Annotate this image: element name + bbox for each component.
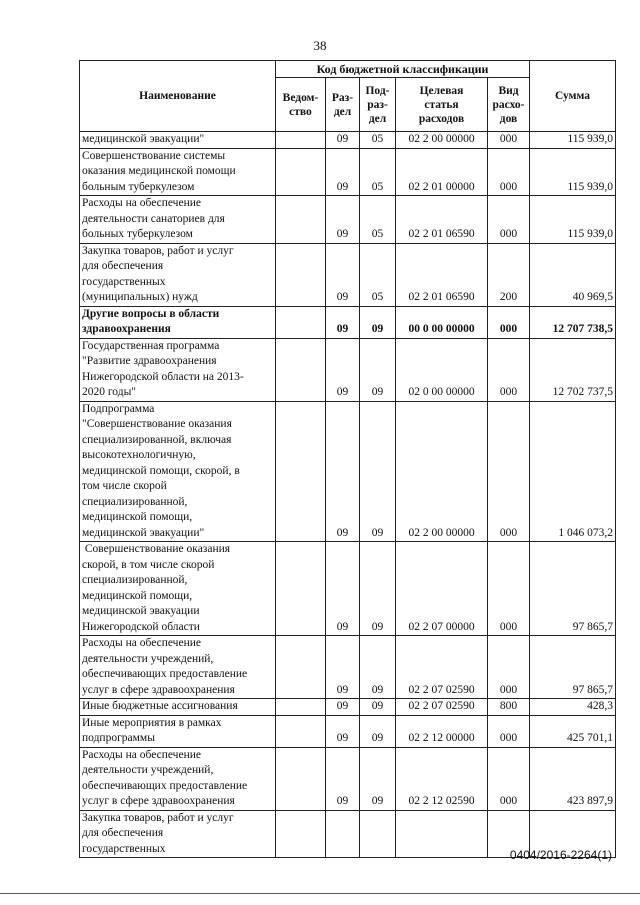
row-dept [276,715,326,747]
row-dept [276,747,326,810]
row-sum: 425 701,1 [530,715,616,747]
row-kind: 000 [488,306,530,338]
row-subsection: 05 [360,243,396,306]
row-section: 09 [326,196,360,244]
table-row [80,148,616,196]
table-row [80,636,616,699]
table-row [80,306,616,338]
row-sum: 115 939,0 [530,196,616,244]
row-kind: 000 [488,542,530,636]
row-target: 02 2 01 06590 [396,196,488,244]
row-name: Другие вопросы в области здравоохранения [80,306,276,338]
header-section: Раз- дел [326,78,360,132]
row-target: 02 2 12 00000 [396,715,488,747]
row-name: медицинской эвакуации" [80,132,276,149]
row-sum: 12 707 738,5 [530,306,616,338]
row-kind: 000 [488,715,530,747]
row-sum: 97 865,7 [530,636,616,699]
row-name: Совершенствование системы оказания медицинской помощи больным туберкулезом [80,148,276,196]
row-target: 02 2 07 02590 [396,636,488,699]
row-kind: 000 [488,196,530,244]
row-target: 02 2 07 02590 [396,699,488,716]
row-dept [276,243,326,306]
row-dept [276,401,326,542]
row-dept [276,636,326,699]
table-row [80,747,616,810]
row-section: 09 [326,243,360,306]
table-row [80,715,616,747]
row-section: 09 [326,699,360,716]
row-section: 09 [326,148,360,196]
row-dept [276,306,326,338]
row-subsection: 09 [360,636,396,699]
table-row [80,243,616,306]
row-kind: 000 [488,747,530,810]
table-row [80,542,616,636]
header-name: Наименование [80,61,276,132]
row-dept [276,542,326,636]
row-name: Расходы на обеспечение деятельности учреждений, обеспечивающих предоставление услуг в сфере здравоохранения [80,747,276,810]
header-kind: Вид расхо- дов [488,78,530,132]
row-target: 02 2 01 06590 [396,243,488,306]
row-section: 09 [326,401,360,542]
row-target [396,810,488,858]
row-dept [276,810,326,858]
table-row [80,401,616,542]
row-sum: 115 939,0 [530,132,616,149]
row-subsection: 05 [360,196,396,244]
row-target: 02 2 12 02590 [396,747,488,810]
row-section: 09 [326,132,360,149]
row-sum: 97 865,7 [530,542,616,636]
row-kind: 800 [488,699,530,716]
row-name: Подпрограмма "Совершенствование оказания специализированной, включая высокотехнологичную, медицинской помощи, скорой, в том числе скорой специализированной, медицинской помощи, медицинской эвакуации" [80,401,276,542]
page-edge-line [0,893,640,894]
row-kind: 000 [488,401,530,542]
row-section: 09 [326,306,360,338]
row-name: Расходы на обеспечение деятельности учреждений, обеспечивающих предоставление услуг в сфере здравоохранения [80,636,276,699]
table-row [80,196,616,244]
row-dept [276,196,326,244]
row-name: Закупка товаров, работ и услуг для обеспечения государственных [80,810,276,858]
table-row [80,338,616,401]
row-dept [276,148,326,196]
row-kind: 200 [488,243,530,306]
header-code-group: Код бюджетной классификации [276,61,530,78]
row-subsection: 05 [360,148,396,196]
row-section: 09 [326,715,360,747]
page-number: 38 [313,38,327,53]
table-row [80,132,616,149]
row-section: 09 [326,747,360,810]
row-target: 02 2 00 00000 [396,401,488,542]
row-kind: 000 [488,132,530,149]
row-subsection: 05 [360,132,396,149]
row-sum: 423 897,9 [530,747,616,810]
row-subsection: 09 [360,542,396,636]
row-section: 09 [326,338,360,401]
row-target: 02 2 01 00000 [396,148,488,196]
row-subsection: 09 [360,401,396,542]
row-name: Иные бюджетные ассигнования [80,699,276,716]
header-sum: Сумма [530,61,616,132]
row-target: 02 0 00 00000 [396,338,488,401]
row-dept [276,338,326,401]
row-sum: 40 969,5 [530,243,616,306]
row-sum: 12 702 737,5 [530,338,616,401]
row-dept [276,132,326,149]
row-kind: 000 [488,636,530,699]
row-name: Иные мероприятия в рамках подпрограммы [80,715,276,747]
budget-table [79,60,616,858]
row-sum: 115 939,0 [530,148,616,196]
table-row [80,699,616,716]
row-name: Совершенствование оказания скорой, в том числе скорой специализированной, медицинской помощи, медицинской эвакуации Нижегородской области [80,542,276,636]
row-section: 09 [326,542,360,636]
row-section: 09 [326,636,360,699]
row-subsection [360,810,396,858]
row-kind: 000 [488,338,530,401]
row-subsection: 09 [360,699,396,716]
row-subsection: 09 [360,306,396,338]
row-subsection: 09 [360,715,396,747]
row-subsection: 09 [360,747,396,810]
row-name: Расходы на обеспечение деятельности санаториев для больных туберкулезом [80,196,276,244]
row-sum: 1 046 073,2 [530,401,616,542]
row-section [326,810,360,858]
row-target: 00 0 00 00000 [396,306,488,338]
row-dept [276,699,326,716]
row-sum: 428,3 [530,699,616,716]
header-dept: Ведом- ство [276,78,326,132]
row-name: Государственная программа "Развитие здравоохранения Нижегородской области на 2013- 2020 годы" [80,338,276,401]
header-subsection: Под- раз- дел [360,78,396,132]
row-subsection: 09 [360,338,396,401]
row-kind: 000 [488,148,530,196]
document-code: 0404/2016-2264(1) [509,848,612,862]
header-target: Целевая статья расходов [396,78,488,132]
row-name: Закупка товаров, работ и услуг для обеспечения государственных (муниципальных) нужд [80,243,276,306]
row-target: 02 2 00 00000 [396,132,488,149]
row-target: 02 2 07 00000 [396,542,488,636]
